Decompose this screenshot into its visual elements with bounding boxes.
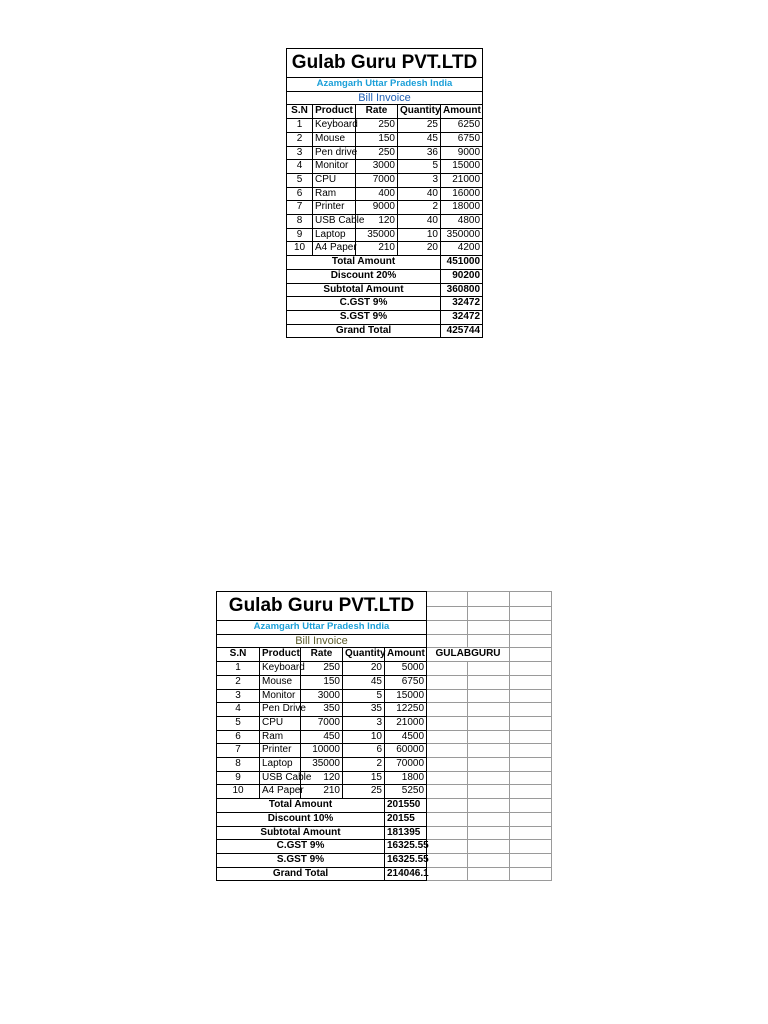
serial-cell: 6 <box>287 187 313 201</box>
product-cell: Mouse <box>313 132 356 146</box>
quantity-cell: 10 <box>398 228 441 242</box>
empty-cell <box>427 826 468 840</box>
product-cell: Laptop <box>313 228 356 242</box>
table-row <box>217 675 552 689</box>
empty-cell <box>427 744 468 758</box>
amount-cell: 60000 <box>385 744 427 758</box>
column-header: Product <box>260 648 301 662</box>
empty-cell <box>427 840 468 854</box>
summary-value: 181395 <box>385 826 427 840</box>
table-row <box>217 771 552 785</box>
amount-cell: 5250 <box>385 785 427 799</box>
table-row <box>217 662 552 676</box>
serial-cell: 9 <box>217 771 260 785</box>
quantity-cell: 25 <box>398 119 441 133</box>
empty-cell <box>468 592 510 607</box>
table-row <box>217 689 552 703</box>
empty-cell <box>427 621 468 635</box>
rate-cell: 35000 <box>356 228 398 242</box>
company-address: Azamgarh Uttar Pradesh India <box>287 78 483 92</box>
quantity-cell: 45 <box>398 132 441 146</box>
summary-label: C.GST 9% <box>217 840 385 854</box>
summary-value: 360800 <box>441 283 483 297</box>
column-header: S.N <box>217 648 260 662</box>
table-row <box>217 730 552 744</box>
summary-label: Total Amount <box>217 799 385 813</box>
quantity-cell: 10 <box>343 730 385 744</box>
quantity-cell: 25 <box>343 785 385 799</box>
summary-value: 32472 <box>441 297 483 311</box>
table-row <box>287 201 483 215</box>
empty-cell <box>468 675 510 689</box>
summary-row <box>287 256 483 270</box>
quantity-cell: 15 <box>343 771 385 785</box>
product-cell: Laptop <box>260 758 301 772</box>
summary-row <box>217 853 552 867</box>
table-row <box>217 716 552 730</box>
quantity-cell: 36 <box>398 146 441 160</box>
table-row <box>287 132 483 146</box>
rate-cell: 7000 <box>301 716 343 730</box>
rate-cell: 250 <box>356 146 398 160</box>
invoice-table-2 <box>216 591 552 881</box>
empty-cell <box>427 675 468 689</box>
serial-cell: 3 <box>217 689 260 703</box>
quantity-cell: 2 <box>398 201 441 215</box>
empty-cell <box>510 689 552 703</box>
empty-cell <box>427 730 468 744</box>
invoice-title: Bill Invoice <box>287 91 483 105</box>
product-cell: A4 Paper <box>260 785 301 799</box>
serial-cell: 6 <box>217 730 260 744</box>
empty-cell <box>468 785 510 799</box>
empty-cell <box>468 826 510 840</box>
header-row <box>287 105 483 119</box>
amount-cell: 4800 <box>441 215 483 229</box>
serial-cell: 8 <box>217 758 260 772</box>
serial-cell: 5 <box>217 716 260 730</box>
empty-cell <box>427 689 468 703</box>
product-cell: Monitor <box>260 689 301 703</box>
summary-row <box>217 840 552 854</box>
product-cell: Printer <box>313 201 356 215</box>
empty-cell <box>427 799 468 813</box>
empty-cell <box>468 799 510 813</box>
empty-cell <box>427 853 468 867</box>
rate-cell: 35000 <box>301 758 343 772</box>
invoice-title: Bill Invoice <box>217 634 427 648</box>
empty-cell <box>510 840 552 854</box>
serial-cell: 10 <box>287 242 313 256</box>
column-header: S.N <box>287 105 313 119</box>
company-address: Azamgarh Uttar Pradesh India <box>217 621 427 635</box>
empty-cell <box>468 758 510 772</box>
summary-label: Subtotal Amount <box>287 283 441 297</box>
empty-cell <box>510 621 552 635</box>
serial-cell: 4 <box>287 160 313 174</box>
empty-cell <box>468 867 510 881</box>
amount-cell: 15000 <box>441 160 483 174</box>
amount-cell: 70000 <box>385 758 427 772</box>
amount-cell: 12250 <box>385 703 427 717</box>
empty-cell <box>468 812 510 826</box>
empty-cell <box>468 840 510 854</box>
empty-cell <box>468 606 510 621</box>
summary-row <box>287 283 483 297</box>
rate-cell: 450 <box>301 730 343 744</box>
company-name: Gulab Guru PVT.LTD <box>287 49 483 78</box>
empty-cell <box>468 716 510 730</box>
product-cell: CPU <box>260 716 301 730</box>
serial-cell: 9 <box>287 228 313 242</box>
empty-cell <box>510 867 552 881</box>
quantity-cell: 3 <box>343 716 385 730</box>
table-row <box>287 146 483 160</box>
empty-cell <box>427 812 468 826</box>
summary-value: 201550 <box>385 799 427 813</box>
empty-cell <box>427 592 468 607</box>
summary-row <box>217 826 552 840</box>
serial-cell: 5 <box>287 173 313 187</box>
column-header: Amount <box>385 648 427 662</box>
column-header: Rate <box>356 105 398 119</box>
empty-cell <box>510 785 552 799</box>
amount-cell: 4500 <box>385 730 427 744</box>
header-row <box>217 648 552 662</box>
empty-cell <box>427 634 468 648</box>
summary-row <box>217 799 552 813</box>
rate-cell: 120 <box>301 771 343 785</box>
empty-cell <box>468 853 510 867</box>
product-cell: Ram <box>313 187 356 201</box>
table-row <box>217 758 552 772</box>
empty-cell <box>510 592 552 607</box>
rate-cell: 9000 <box>356 201 398 215</box>
table-row <box>287 119 483 133</box>
serial-cell: 10 <box>217 785 260 799</box>
rate-cell: 210 <box>301 785 343 799</box>
amount-cell: 18000 <box>441 201 483 215</box>
empty-cell <box>510 703 552 717</box>
amount-cell: 6250 <box>441 119 483 133</box>
summary-label: Grand Total <box>217 867 385 881</box>
empty-cell <box>510 675 552 689</box>
quantity-cell: 40 <box>398 187 441 201</box>
rate-cell: 250 <box>356 119 398 133</box>
rate-cell: 120 <box>356 215 398 229</box>
summary-row <box>287 269 483 283</box>
empty-cell <box>510 730 552 744</box>
summary-label: S.GST 9% <box>287 310 441 324</box>
product-cell: USB Cable <box>313 215 356 229</box>
rate-cell: 150 <box>301 675 343 689</box>
empty-cell <box>510 716 552 730</box>
empty-cell <box>510 771 552 785</box>
amount-cell: 5000 <box>385 662 427 676</box>
empty-cell <box>427 758 468 772</box>
quantity-cell: 35 <box>343 703 385 717</box>
column-header: Product <box>313 105 356 119</box>
amount-cell: 4200 <box>441 242 483 256</box>
empty-cell <box>427 867 468 881</box>
summary-row <box>217 867 552 881</box>
empty-cell <box>468 771 510 785</box>
quantity-cell: 5 <box>398 160 441 174</box>
quantity-cell: 20 <box>343 662 385 676</box>
quantity-cell: 40 <box>398 215 441 229</box>
empty-cell <box>510 812 552 826</box>
product-cell: Ram <box>260 730 301 744</box>
empty-cell <box>468 730 510 744</box>
rate-cell: 400 <box>356 187 398 201</box>
serial-cell: 7 <box>287 201 313 215</box>
column-header: Amount <box>441 105 483 119</box>
amount-cell: 6750 <box>441 132 483 146</box>
summary-label: S.GST 9% <box>217 853 385 867</box>
summary-value: 214046.1 <box>385 867 427 881</box>
empty-cell <box>510 634 552 648</box>
quantity-cell: 5 <box>343 689 385 703</box>
table-row <box>217 785 552 799</box>
amount-cell: 21000 <box>385 716 427 730</box>
invoice-table-1 <box>286 48 483 338</box>
empty-cell <box>510 853 552 867</box>
product-cell: Pen drive <box>313 146 356 160</box>
empty-cell <box>510 758 552 772</box>
table-row <box>287 215 483 229</box>
amount-cell: 16000 <box>441 187 483 201</box>
serial-cell: 1 <box>287 119 313 133</box>
rate-cell: 10000 <box>301 744 343 758</box>
serial-cell: 2 <box>287 132 313 146</box>
empty-cell <box>427 771 468 785</box>
summary-label: Total Amount <box>287 256 441 270</box>
summary-value: 20155 <box>385 812 427 826</box>
rate-cell: 210 <box>356 242 398 256</box>
summary-row <box>287 297 483 311</box>
product-cell: CPU <box>313 173 356 187</box>
empty-cell <box>510 826 552 840</box>
empty-cell <box>427 785 468 799</box>
empty-cell <box>468 662 510 676</box>
table-row <box>217 744 552 758</box>
summary-row <box>217 812 552 826</box>
quantity-cell: 3 <box>398 173 441 187</box>
quantity-cell: 20 <box>398 242 441 256</box>
summary-label: Discount 20% <box>287 269 441 283</box>
serial-cell: 3 <box>287 146 313 160</box>
amount-cell: 1800 <box>385 771 427 785</box>
amount-cell: 6750 <box>385 675 427 689</box>
rate-cell: 3000 <box>356 160 398 174</box>
table-row <box>287 173 483 187</box>
amount-cell: 15000 <box>385 689 427 703</box>
amount-cell: 9000 <box>441 146 483 160</box>
summary-label: Discount 10% <box>217 812 385 826</box>
empty-cell <box>427 716 468 730</box>
serial-cell: 8 <box>287 215 313 229</box>
empty-cell <box>510 744 552 758</box>
rate-cell: 7000 <box>356 173 398 187</box>
empty-cell <box>468 689 510 703</box>
amount-cell: 350000 <box>441 228 483 242</box>
empty-cell <box>468 634 510 648</box>
column-header: Quantity <box>343 648 385 662</box>
table-row <box>287 228 483 242</box>
serial-cell: 7 <box>217 744 260 758</box>
summary-value: 16325.55 <box>385 853 427 867</box>
quantity-cell: 2 <box>343 758 385 772</box>
amount-cell: 21000 <box>441 173 483 187</box>
empty-cell <box>468 744 510 758</box>
table-row <box>217 703 552 717</box>
empty-cell <box>427 606 468 621</box>
summary-value: 90200 <box>441 269 483 283</box>
table-row <box>287 242 483 256</box>
summary-label: Grand Total <box>287 324 441 338</box>
summary-label: Subtotal Amount <box>217 826 385 840</box>
rate-cell: 350 <box>301 703 343 717</box>
summary-value: 451000 <box>441 256 483 270</box>
column-header: Rate <box>301 648 343 662</box>
empty-cell <box>468 621 510 635</box>
summary-row <box>287 324 483 338</box>
company-name: Gulab Guru PVT.LTD <box>217 592 427 621</box>
empty-cell <box>510 648 552 662</box>
quantity-cell: 6 <box>343 744 385 758</box>
empty-cell <box>510 606 552 621</box>
summary-value: 16325.55 <box>385 840 427 854</box>
table-row <box>287 187 483 201</box>
product-cell: Monitor <box>313 160 356 174</box>
column-header: Quantity <box>398 105 441 119</box>
rate-cell: 150 <box>356 132 398 146</box>
empty-cell <box>510 662 552 676</box>
product-cell: Pen Drive <box>260 703 301 717</box>
serial-cell: 1 <box>217 662 260 676</box>
rate-cell: 3000 <box>301 689 343 703</box>
product-cell: Keyboard <box>260 662 301 676</box>
empty-cell <box>427 662 468 676</box>
empty-cell <box>510 799 552 813</box>
serial-cell: 2 <box>217 675 260 689</box>
product-cell: A4 Paper <box>313 242 356 256</box>
serial-cell: 4 <box>217 703 260 717</box>
empty-cell <box>427 703 468 717</box>
summary-label: C.GST 9% <box>287 297 441 311</box>
summary-row <box>287 310 483 324</box>
product-cell: Printer <box>260 744 301 758</box>
product-cell: USB Cable <box>260 771 301 785</box>
rate-cell: 250 <box>301 662 343 676</box>
quantity-cell: 45 <box>343 675 385 689</box>
side-label: GULABGURU <box>427 648 510 662</box>
table-row <box>287 160 483 174</box>
product-cell: Keyboard <box>313 119 356 133</box>
product-cell: Mouse <box>260 675 301 689</box>
summary-value: 425744 <box>441 324 483 338</box>
empty-cell <box>468 703 510 717</box>
summary-value: 32472 <box>441 310 483 324</box>
